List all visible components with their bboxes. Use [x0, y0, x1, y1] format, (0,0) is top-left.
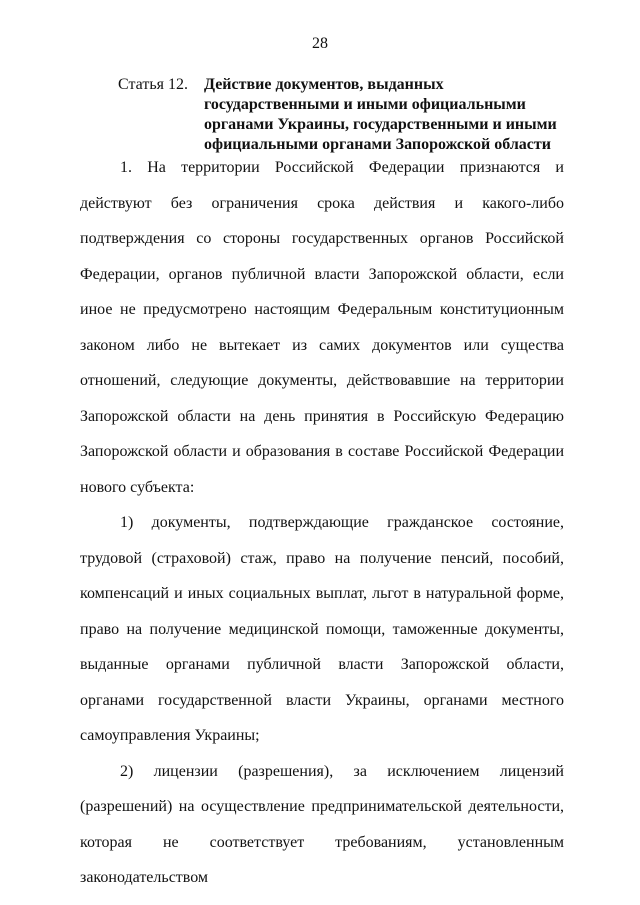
article-body: [80, 150, 564, 896]
article-label: Статья 12.: [118, 76, 188, 93]
paragraph-item-2: 2) лицензии (разрешения), за исключением лицензий (разрешений) на осуществление предпринимательской деятельности, которая не соответствует требованиям, установленным законодательством: [80, 762, 564, 886]
article-title: Действие документов, выданных государственными и иными официальными органами Украины, государственными и иными официальными органами Запорожской области: [204, 76, 557, 153]
article-header: [118, 75, 568, 155]
page-number: 28: [312, 35, 328, 52]
paragraph-1: 1. На территории Российской Федерации признаются и действуют без ограничения срока действия и какого-либо подтверждения со стороны государственных органов Российской Федерации, органов публичной власти Запорожской области, если иное не предусмотрено настоящим Федеральным конституционным законом либо не вытекает из самих документов или существа отношений, следующие документы, действовавшие на территории Запорожской области на день принятия в Российскую Федерацию Запорожской области и образования в составе Российской Федерации нового субъекта:: [80, 159, 564, 496]
paragraph-item-1: 1) документы, подтверждающие гражданское состояние, трудовой (страховой) стаж, право на получение пенсий, пособий, компенсаций и иных социальных выплат, льгот в натуральной форме, право на получение медицинской помощи, таможенные документы, выданные органами публичной власти Запорожской области, органами государственной власти Украины, органами местного самоуправления Украины;: [80, 514, 564, 744]
